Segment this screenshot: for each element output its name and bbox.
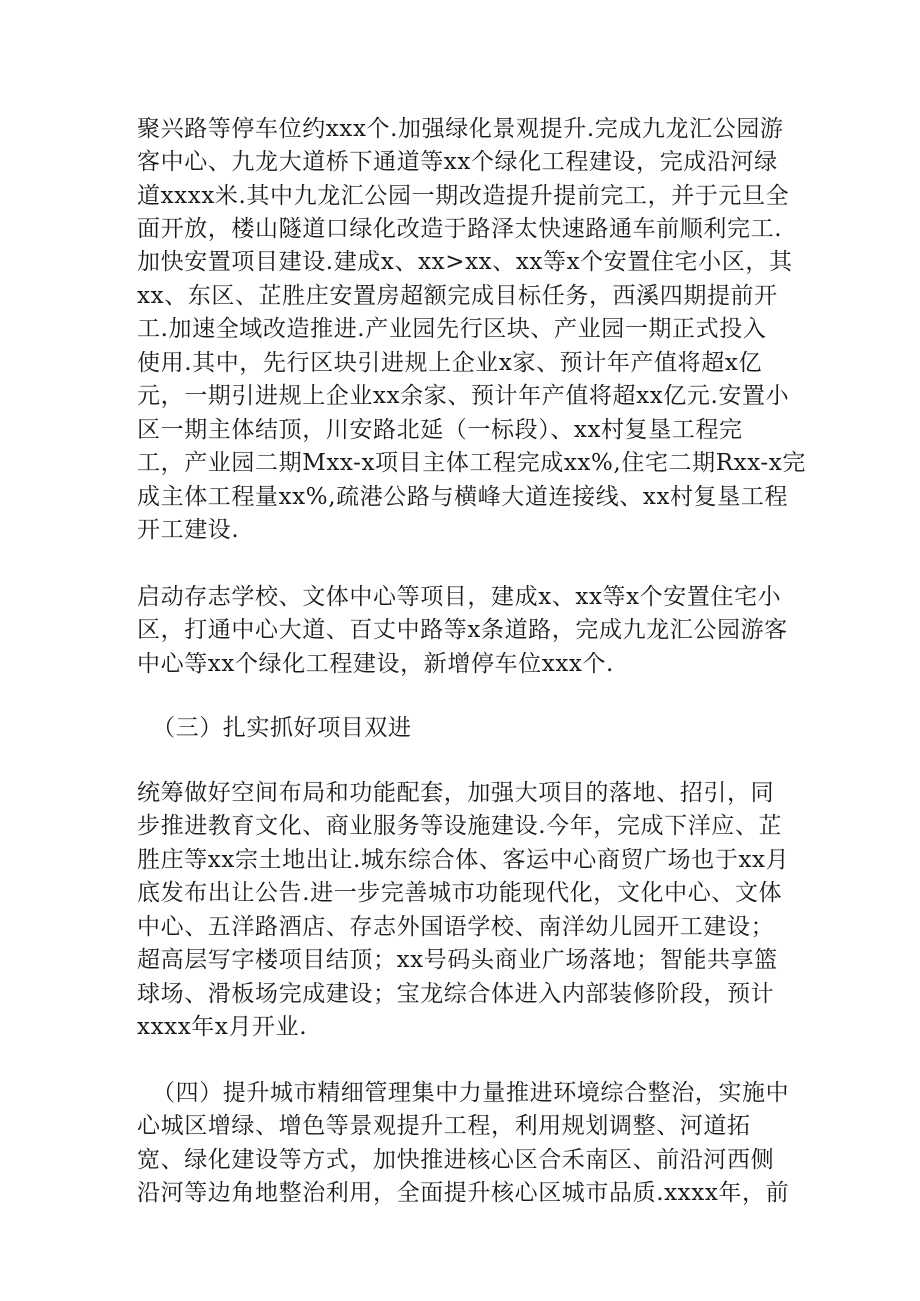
text-line: 胜庄等xx宗土地出让.城东综合体、客运中心商贸广场也于xx月	[137, 847, 790, 873]
text-line: 道xxxx米.其中九龙汇公园一期改造提升提前完工，并于元旦全	[137, 183, 790, 209]
text-line: 元，一期引进规上企业xx余家、预计年产值将超xx亿元.安置小	[137, 383, 790, 409]
text-line: 沿河等边角地整治利用，全面提升核心区城市品质.xxxx年，前	[137, 1180, 790, 1206]
text-line: 聚兴路等停车位约xxx个.加强绿化景观提升.完成九龙汇公园游	[137, 116, 784, 142]
section-heading-3: （三）扎实抓好项目双进	[152, 715, 412, 741]
text-line: 客中心、九龙大道桥下通道等xx个绿化工程建设，完成沿河绿	[137, 149, 778, 175]
text-line: 使用.其中，先行区块引进规上企业x家、预计年产值将超x亿	[137, 350, 763, 376]
text-line: xx、东区、芷胜庄安置房超额完成目标任务，西溪四期提前开	[137, 283, 778, 309]
text-line: 区，打通中心大道、百丈中路等x条道路，完成九龙汇公园游客	[137, 617, 788, 643]
text-line: 中心、五洋路酒店、存志外国语学校、南洋幼儿园开工建设；	[137, 914, 775, 940]
text-line: 球场、滑板场完成建设；宝龙综合体进入内部装修阶段，预计	[137, 981, 775, 1007]
text-line: 超高层写字楼项目结顶；xx号码头商业广场落地；智能共享篮	[137, 947, 778, 973]
text-line: 工，产业园二期Mxx-x项目主体工程完成xx%,住宅二期Rxx-x完	[137, 450, 806, 476]
text-line: 中心等xx个绿化工程建设，新增停车位xxx个.	[137, 651, 614, 677]
text-line: 区一期主体结顶，川安路北延（一标段）、xx村复垦工程完	[137, 417, 743, 443]
text-line: 开工建设.	[137, 517, 240, 543]
text-line: 工.加速全域改造推进.产业园先行区块、产业园一期正式投入	[137, 316, 767, 342]
text-line: 步推进教育文化、商业服务等设施建设.今年，完成下洋应、芷	[137, 813, 783, 839]
text-line: （四）提升城市精细管理集中力量推进环境综合整治，实施中	[152, 1080, 790, 1106]
text-line: 底发布出让公告.进一步完善城市功能现代化，文化中心、文体	[137, 880, 783, 906]
text-line: 心城区增绿、增色等景观提升工程，利用规划调整、河道拓	[137, 1113, 751, 1139]
text-line: xxxx年x月开业.	[137, 1014, 308, 1040]
text-line: 面开放，楼山隧道口绿化改造于路泽太快速路通车前顺利完工.	[137, 216, 783, 242]
text-line: 统筹做好空间布局和功能配套，加强大项目的落地、招引，同	[137, 780, 775, 806]
text-line: 宽、绿化建设等方式，加快推进核心区合禾南区、前沿河西侧	[137, 1147, 775, 1173]
text-line: 成主体工程量xx%,疏港公路与横峰大道连接线、xx村复垦工程	[137, 484, 789, 510]
text-line: 启动存志学校、文体中心等项目，建成x、xx等x个安置住宅小	[137, 584, 782, 610]
text-line: 加快安置项目建设.建成x、xx>xx、xx等x个安置住宅小区，其	[137, 249, 793, 275]
